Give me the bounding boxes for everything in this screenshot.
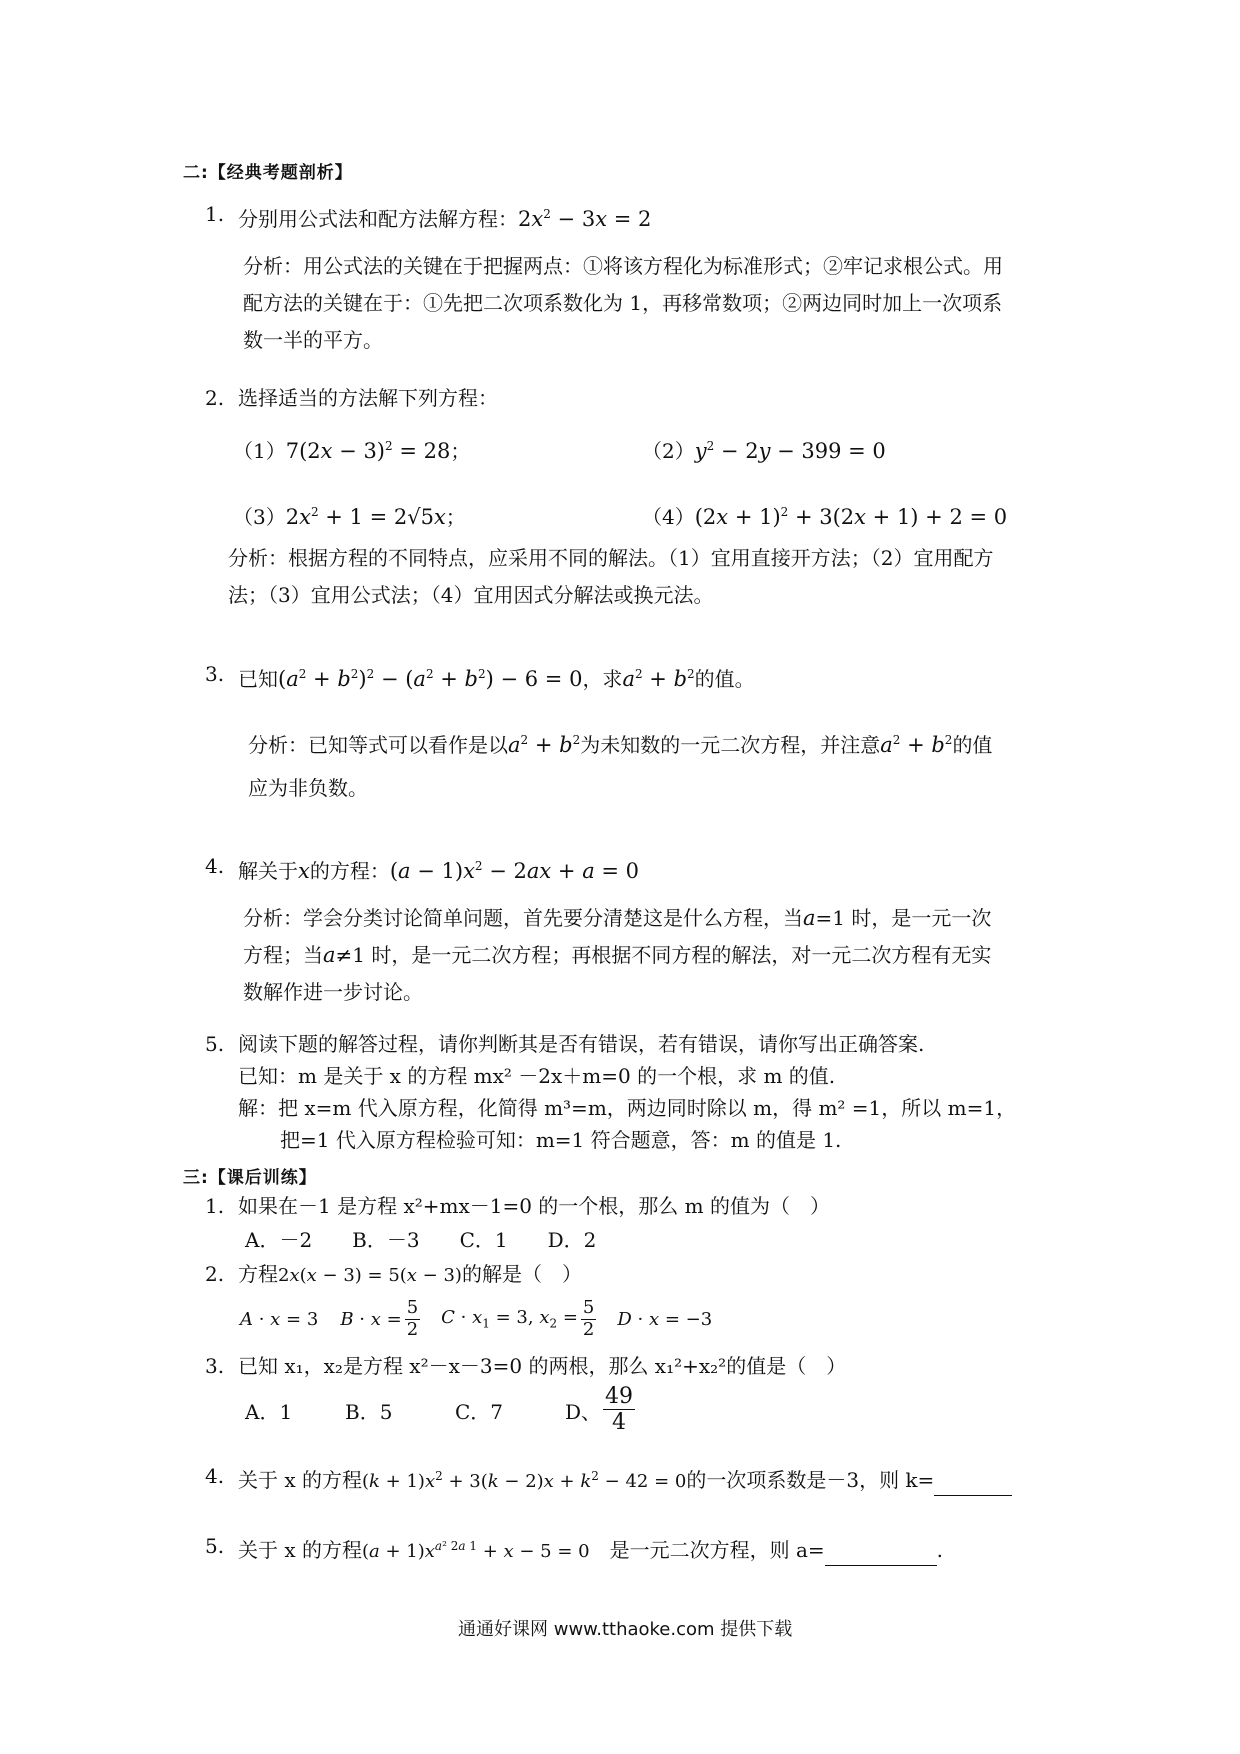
- exercise-2-options: A · x = 3 B · x = $\frac{5}{2}$ $C \cdot x_1 = 3$, $x_2$ = $\frac{5}{2}$ D · x = −3: [240, 1297, 713, 1340]
- text-segment: ，求: [582, 667, 623, 691]
- section-2-title: 二:【经典考题剖析】: [183, 163, 353, 183]
- exercise-3-number: 3.: [205, 1354, 225, 1378]
- sub-label: （4）: [642, 505, 695, 529]
- fraction-numerator: 49: [605, 1384, 633, 1409]
- sub-label: （1）: [233, 439, 286, 463]
- analysis-line: 配方法的关键在于：①先把二次项系数化为 1，再移常数项；②两边同时加上一次项系: [243, 291, 1003, 315]
- text-segment: 的值。: [694, 667, 755, 691]
- question-3-analysis-line-1: 分析：已知等式可以看作是以$a^2 + b^2$为未知数的一元二次方程，并注意$a^2 + b^2$的值: [248, 733, 993, 757]
- equation-2-4: $(4)(2x + 1)^2 + 3(2x + 1) + 2 = 0$: [642, 505, 1008, 529]
- question-4-text: 解关于x的方程：$(a - 1)x^2 - 2ax + a = 0$: [238, 859, 640, 883]
- text-segment: 关于 x 的方程: [238, 1538, 362, 1562]
- text-segment: 是一元二次方程，则 a=: [589, 1538, 825, 1562]
- exercise-4-number: 4.: [205, 1464, 225, 1488]
- section-3-title: 三:【课后训练】: [183, 1168, 317, 1188]
- text-segment: 的解是（ ）: [461, 1262, 582, 1286]
- text-segment: 分析：学会分类讨论简单问题，首先要分清楚这是什么方程，当: [243, 906, 803, 930]
- text-segment: 的方程：: [309, 859, 390, 883]
- text-segment: ≠1 时，是一元二次方程；再根据不同方程的解法，对一元二次方程有无实: [335, 943, 992, 967]
- question-1-number: 1.: [205, 202, 225, 226]
- exercise-5-number: 5.: [205, 1534, 225, 1558]
- question-3-analysis-line-2: 应为非负数。: [248, 776, 368, 800]
- page-footer: 通通好课网 www.tthaoke.com 提供下载: [458, 1619, 793, 1640]
- exercise-3-option-d: D、: [565, 1400, 602, 1424]
- equation-2-2: $(2)y^2 - 2y - 399 = 0$: [642, 439, 886, 463]
- exercise-1-text: 如果在－1 是方程 x²+mx－1=0 的一个根，那么 m 的值为（ ）: [238, 1194, 830, 1218]
- equation-2-1: $(1)7(2x - 3)^2 = 28$；: [233, 439, 471, 463]
- exercise-3-option-c: C．7: [455, 1400, 504, 1424]
- question-1-prompt: 分别用公式法和配方法解方程：: [238, 207, 518, 231]
- question-5-number: 5.: [205, 1032, 225, 1056]
- question-2-analysis: [228, 540, 1068, 614]
- exercise-4-text: 关于 x 的方程$(k + 1)x^2 + 3(k - 2)x + k^2 - 42 = 0$的一次项系数是－3，则 k=: [238, 1462, 1012, 1496]
- variable-x: x: [298, 859, 310, 883]
- exercise-3-option-d-fraction: [600, 1384, 638, 1436]
- exercise-2-number: 2.: [205, 1262, 225, 1286]
- question-5-line-1: 阅读下题的解答过程，请你判断其是否有错误，若有错误，请你写出正确答案.: [238, 1032, 925, 1056]
- exercise-5-text: 关于 x 的方程$(a + 1)x^{a^2 2a 1} + x - 5 = 0$ 是一元二次方程，则 a= .: [238, 1532, 943, 1566]
- analysis-line: 法；（3）宜用公式法；（4）宜用因式分解法或换元法。: [228, 583, 714, 607]
- text-segment: 的值: [952, 733, 993, 757]
- question-4-analysis: 分析：学会分类讨论简单问题，首先要分清楚这是什么方程，当a=1 时，是一元一次 方程；当a≠1 时，是一元二次方程；再根据不同方程的解法，对一元二次方程有无实 数解作进一步讨论。: [243, 900, 1073, 1011]
- question-3-text: 已知$(a^2 + b^2)^2 - (a^2 + b^2) - 6 = 0$，求$a^2 + b^2$的值。: [238, 667, 755, 691]
- exercise-1-number: 1.: [205, 1194, 225, 1218]
- question-5-line-4: 把=1 代入原方程检验可知：m=1 符合题意，答：m 的值是 1.: [280, 1128, 842, 1152]
- exercise-2-text: 方程2x(x − 3) = 5(x − 3)的解是（ ）: [238, 1262, 582, 1286]
- analysis-line: 分析：根据方程的不同特点，应采用不同的解法。（1）宜用直接开方法；（2）宜用配方: [228, 546, 994, 570]
- exercise-3-option-a: A．1: [245, 1400, 293, 1424]
- question-3-number: 3.: [205, 662, 225, 686]
- question-2-text: 选择适当的方法解下列方程：: [238, 386, 498, 410]
- exercise-3-text: 已知 x₁，x₂是方程 x²－x－3=0 的两根，那么 x₁²+x₂²的值是（ ）: [238, 1354, 847, 1378]
- fraction-denominator: 4: [612, 1410, 626, 1436]
- sub-label: （3）: [233, 505, 286, 529]
- question-1-analysis: [243, 248, 1063, 359]
- question-1-text: [238, 200, 651, 233]
- text-segment: 方程；当: [243, 943, 323, 967]
- text-segment: 的一次项系数是－3，则 k=: [686, 1468, 935, 1492]
- exercise-3-option-b: B．5: [345, 1400, 393, 1424]
- answer-blank-a[interactable]: [825, 1565, 937, 1566]
- text-segment: 关于 x 的方程: [238, 1468, 362, 1492]
- analysis-line: 数一半的平方。: [243, 328, 383, 352]
- text-segment: =1 时，是一元一次: [815, 906, 992, 930]
- question-5-line-3: 解：把 x=m 代入原方程，化简得 m³=m，两边同时除以 m，得 m² =1，所以 m=1，: [238, 1096, 1017, 1120]
- question-2-number: 2.: [205, 386, 225, 410]
- text-segment: 分析：已知等式可以看作是以: [248, 733, 508, 757]
- question-4-number: 4.: [205, 854, 225, 878]
- equation-2-3: $(3)2x^2 + 1 = 2√5x$；: [233, 505, 466, 529]
- analysis-line: 分析：用公式法的关键在于把握两点：①将该方程化为标准形式；②牢记求根公式。用: [243, 254, 1003, 278]
- text-segment: 方程: [238, 1262, 278, 1286]
- sub-label: （2）: [642, 439, 695, 463]
- analysis-line: 数解作进一步讨论。: [243, 980, 423, 1004]
- equation-1: $2x^2 - 3x = 2$: [518, 207, 652, 231]
- question-5-line-2: 已知：m 是关于 x 的方程 mx² －2x＋m=0 的一个根，求 m 的值.: [238, 1064, 836, 1088]
- text-segment: 为未知数的一元二次方程，并注意: [580, 733, 881, 757]
- text-segment: 解关于: [238, 859, 298, 883]
- exercise-1-options: A．－2 B．－3 C．1 D．2: [245, 1228, 597, 1252]
- answer-blank-k[interactable]: [934, 1495, 1012, 1496]
- text-segment: .: [936, 1538, 944, 1562]
- text-segment: 已知: [238, 667, 278, 691]
